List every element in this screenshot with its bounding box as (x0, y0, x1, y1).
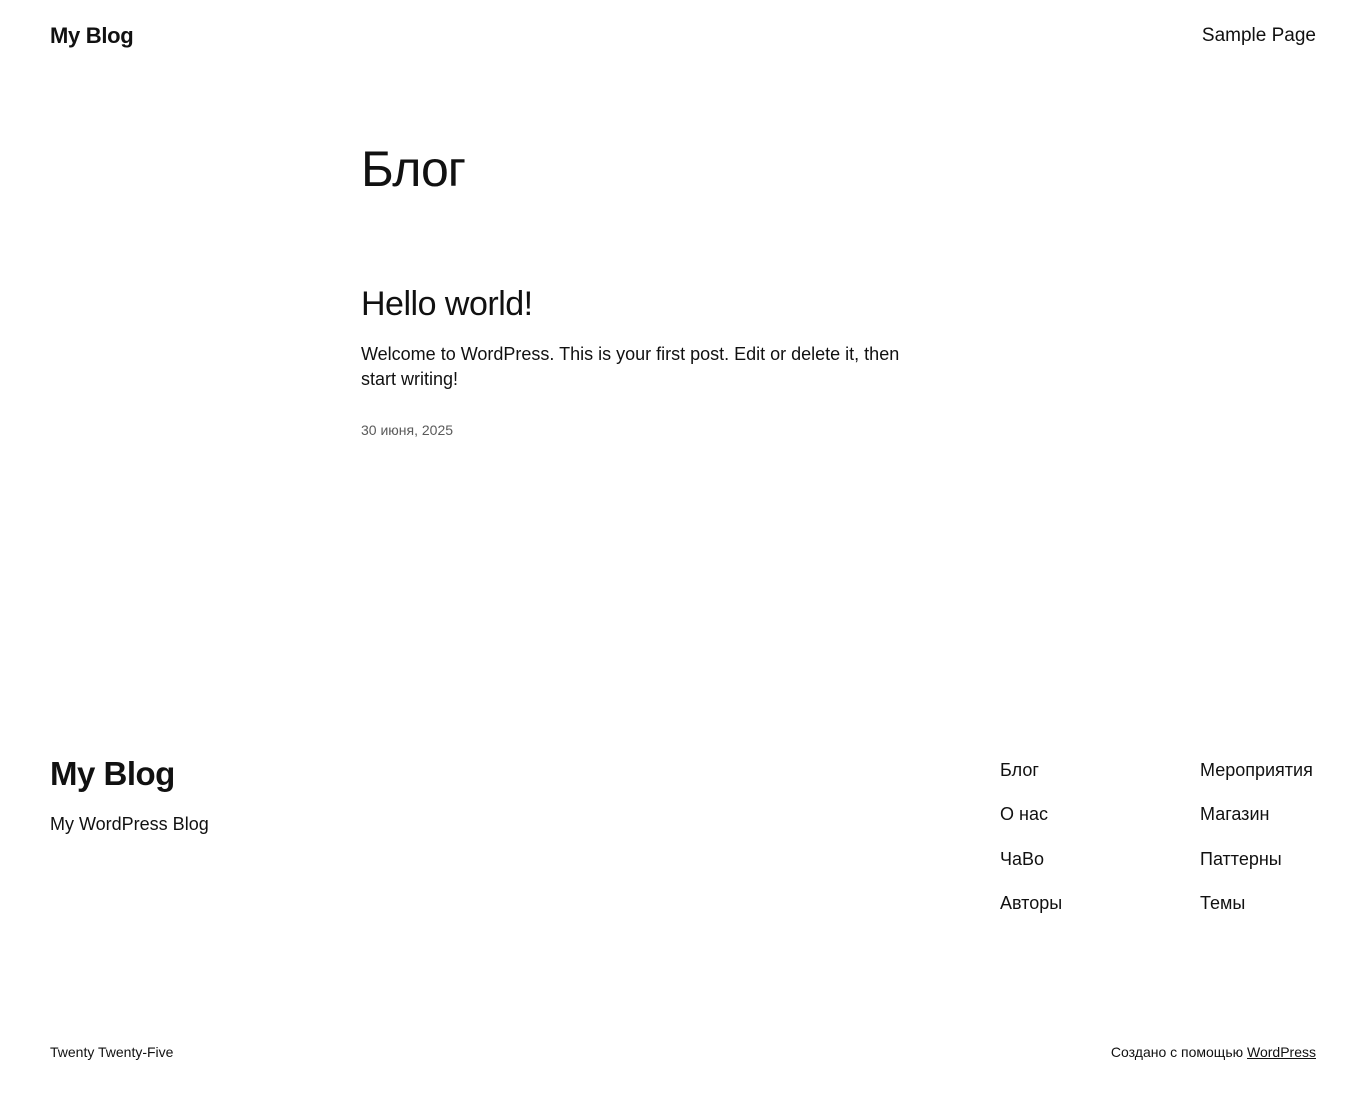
main-content (361, 140, 931, 438)
post-item (361, 284, 931, 438)
post-title-link[interactable]: Hello world! (361, 285, 533, 323)
post-excerpt: Welcome to WordPress. This is your first post. Edit or delete it, then start writing! (361, 344, 900, 389)
footer-tagline: My WordPress Blog (50, 814, 209, 834)
footer-nav-faq[interactable]: ЧаВо (1000, 848, 1045, 869)
footer-site-title-link[interactable]: My Blog (50, 755, 175, 792)
footer-nav-events[interactable]: Мероприятия (1200, 760, 1313, 780)
nav-item-sample-page[interactable]: Sample Page (1201, 25, 1316, 46)
footer-nav-blog[interactable]: Блог (1000, 760, 1039, 780)
footer-nav-col2 (1200, 758, 1313, 936)
header-nav (1202, 25, 1316, 47)
footer-nav-shop[interactable]: Магазин (1200, 804, 1270, 825)
powered-by-text: Создано с помощью (1110, 1044, 1248, 1060)
footer-nav-authors[interactable]: Авторы (1000, 893, 1063, 914)
wordpress-link[interactable]: WordPress (1247, 1044, 1316, 1060)
post-date-link[interactable]: 30 июня, 2025 (361, 422, 454, 438)
page-title: Блог (361, 141, 466, 197)
footer-nav-themes[interactable]: Темы (1200, 893, 1246, 914)
site-header (50, 18, 1316, 54)
powered-by (1111, 1044, 1316, 1060)
site-title-link[interactable]: My Blog (50, 23, 134, 48)
theme-credit: Twenty Twenty-Five (50, 1044, 174, 1060)
footer-nav-col1 (1000, 758, 1062, 936)
footer-nav-patterns[interactable]: Паттерны (1200, 848, 1282, 869)
footer-nav-about[interactable]: О нас (1000, 804, 1048, 825)
